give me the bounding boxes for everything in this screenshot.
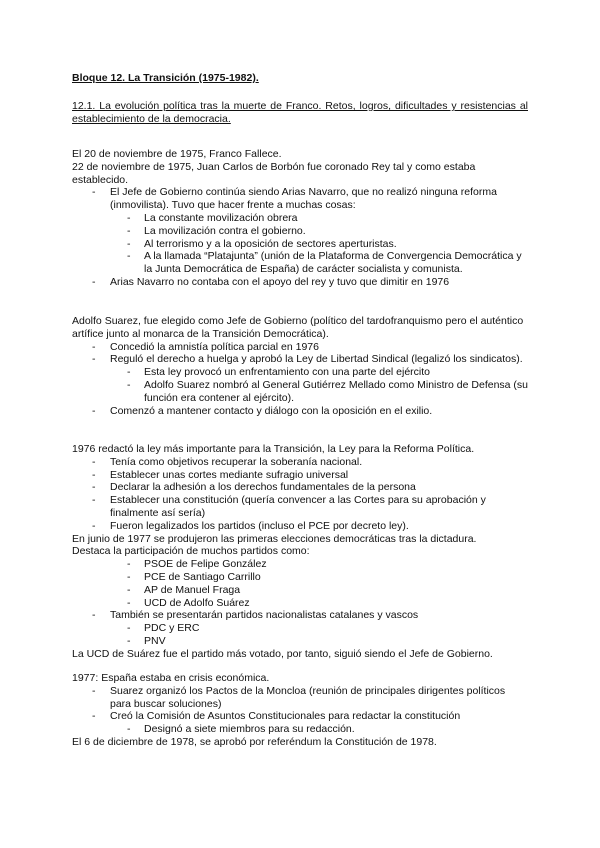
section-economic-crisis xyxy=(72,672,528,749)
section-heading: 12.1. La evolución política tras la muerte de Franco. Retos, logros, dificultades y resistencias al establecimiento de la democracia. xyxy=(72,100,528,125)
list-item: - Fueron legalizados los partidos (incluso el PCE por decreto ley). xyxy=(72,520,528,533)
list-item: - Creó la Comisión de Asuntos Constitucionales para redactar la constitución xyxy=(72,710,528,723)
paragraph: 1977: España estaba en crisis económica. xyxy=(72,672,270,684)
list-item: - Comenzó a mantener contacto y diálogo con la oposición en el exilio. xyxy=(72,405,528,418)
list-item: - Arias Navarro no contaba con el apoyo del rey y tuvo que dimitir en 1976 xyxy=(72,276,528,289)
paragraph: La UCD de Suárez fue el partido más votado, por tanto, siguió siendo el Jefe de Gobierno. xyxy=(72,647,493,660)
paragraph: Destaca la participación de muchos partidos como: xyxy=(72,545,310,558)
paragraph: 22 de noviembre de 1975, Juan Carlos de Borbón fue coronado Rey tal y como estaba establecido. xyxy=(72,160,476,186)
list-item: - El Jefe de Gobierno continúa siendo Arias Navarro, que no realizó ninguna reforma (inmovilista). Tuvo que hacer frente a muchas cosas: xyxy=(72,186,528,212)
list-item: - Establecer unas cortes mediante sufragio universal xyxy=(72,469,528,482)
sub-list-item: - Esta ley provocó un enfrentamiento con una parte del ejército xyxy=(72,366,528,379)
list-item: - Tenía como objetivos recuperar la soberanía nacional. xyxy=(72,456,528,469)
section-franco-death xyxy=(72,148,528,289)
sub-list-item: - PNV xyxy=(72,635,528,648)
section-reforma-politica xyxy=(72,443,528,661)
paragraph: En junio de 1977 se produjeron las primeras elecciones democráticas tras la dictadura. xyxy=(72,532,477,545)
sub-list-item: - Al terrorismo y a la oposición de sectores aperturistas. xyxy=(72,238,528,251)
list-item: - Reguló el derecho a huelga y aprobó la Ley de Libertad Sindical (legalizó los sindicatos). xyxy=(72,353,528,366)
list-item: - Establecer una constitución (quería convencer a las Cortes para su aprobación y finalmente así sería) xyxy=(72,494,528,520)
list-item: - Concedió la amnistía política parcial en 1976 xyxy=(72,341,528,354)
sub-list-item: - A la llamada “Platajunta” (unión de la Plataforma de Convergencia Democrática y la Junta Democrática de España) de carácter socialista y comunista. xyxy=(72,250,528,276)
paragraph: Adolfo Suarez, fue elegido como Jefe de Gobierno (político del tardofranquismo pero el auténtico artífice junto al monarca de la Transición Democrática). xyxy=(72,315,524,340)
sub-list-item: - La constante movilización obrera xyxy=(72,212,528,225)
list-item: - Suarez organizó los Pactos de la Moncloa (reunión de principales dirigentes políticos para buscar soluciones) xyxy=(72,685,528,711)
sub-list-item: - PCE de Santiago Carrillo xyxy=(72,571,528,584)
paragraph: 1976 redactó la ley más importante para la Transición, la Ley para la Reforma Política. xyxy=(72,443,475,455)
list-item: - Declarar la adhesión a los derechos fundamentales de la persona xyxy=(72,481,528,494)
document-title: Bloque 12. La Transición (1975-1982). xyxy=(72,72,259,84)
sub-list-item: - PSOE de Felipe González xyxy=(72,558,528,571)
sub-list-item: - La movilización contra el gobierno. xyxy=(72,225,528,238)
paragraph: El 20 de noviembre de 1975, Franco Fallece. xyxy=(72,148,282,160)
sub-list-item: - Designó a siete miembros para su redacción. xyxy=(72,723,528,736)
section-suarez-government xyxy=(72,315,528,417)
sub-list-item: - PDC y ERC xyxy=(72,622,528,635)
sub-list-item: - AP de Manuel Fraga xyxy=(72,584,528,597)
paragraph: El 6 de diciembre de 1978, se aprobó por referéndum la Constitución de 1978. xyxy=(72,735,437,748)
list-item: - También se presentarán partidos nacionalistas catalanes y vascos xyxy=(72,609,528,622)
sub-list-item: - UCD de Adolfo Suárez xyxy=(72,597,528,610)
sub-list-item: - Adolfo Suarez nombró al General Gutiérrez Mellado como Ministro de Defensa (su función era contener al ejército). xyxy=(72,379,528,405)
